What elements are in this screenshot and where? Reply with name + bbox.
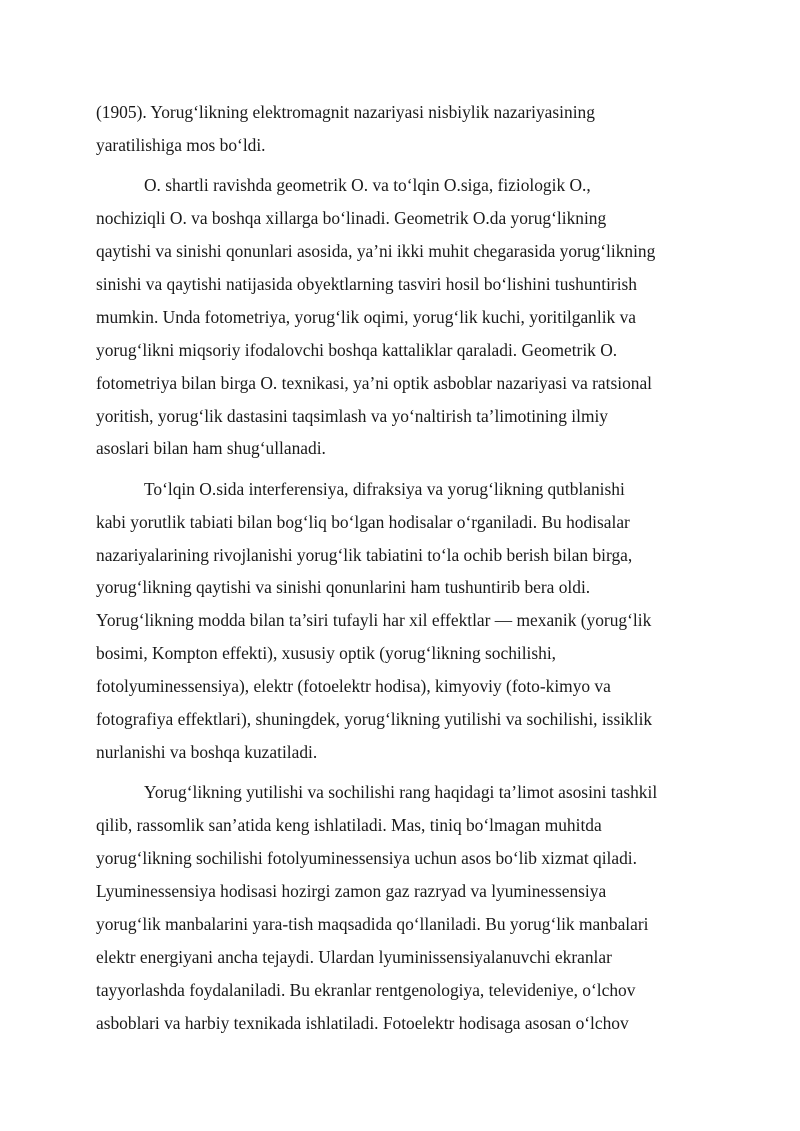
- text-line: yorug‘likni miqsoriy ifodalovchi boshqa kattaliklar qaraladi. Geometrik O.: [96, 339, 618, 360]
- text-line: asoslari bilan ham shug‘ullanadi.: [96, 438, 326, 459]
- paragraph-spacer: [96, 769, 706, 777]
- text-line: yoritish, yorug‘lik dastasini taqsimlash va yo‘naltirish ta’limotining ilmiy: [96, 405, 609, 426]
- text-line: tayyorlashda foydalaniladi. Bu ekranlar rentgenologiya, televideniye, o‘lchov: [96, 979, 636, 1000]
- text-line: kabi yorutlik tabiati bilan bog‘liq bo‘lgan hodisalar o‘rganiladi. Bu hodisalar: [96, 511, 630, 532]
- text-line: fotometriya bilan birga O. texnikasi, ya’ni optik asboblar nazariyasi va ratsional: [96, 372, 653, 393]
- text-line: qilib, rassomlik san’atida keng ishlatiladi. Mas, tiniq bo‘lmagan muhitda: [96, 815, 602, 836]
- paragraph: [96, 169, 706, 465]
- paragraph: [96, 96, 706, 162]
- text-line: yorug‘likning sochilishi fotolyuminessensiya uchun asos bo‘lib xizmat qiladi.: [96, 848, 637, 869]
- paragraph: [96, 473, 706, 769]
- document-body: [96, 96, 706, 1039]
- text-line: asboblari va harbiy texnikada ishlatiladi. Fotoelektr hodisaga asosan o‘lchov: [96, 1012, 629, 1033]
- text-line: Lyuminessensiya hodisasi hozirgi zamon gaz razryad va lyuminessensiya: [96, 880, 607, 901]
- paragraph-spacer: [96, 465, 706, 473]
- text-line: nurlanishi va boshqa kuzatiladi.: [96, 741, 318, 762]
- text-line: nazariyalarining rivojlanishi yorug‘lik tabiatini to‘la ochib berish bilan birga,: [96, 544, 633, 565]
- text-line: elektr energiyani ancha tejaydi. Ulardan lyuminissensiyalanuvchi ekranlar: [96, 946, 612, 967]
- text-line: yorug‘lik manbalarini yara-tish maqsadida qo‘llaniladi. Bu yorug‘lik manbalari: [96, 913, 649, 934]
- paragraph-spacer: [96, 162, 706, 170]
- text-line: (1905). Yorug‘likning elektromagnit nazariyasi nisbiylik nazariyasining: [96, 102, 595, 122]
- text-line: Yorug‘likning modda bilan ta’siri tufayli har xil effektlar — mexanik (yorug‘lik: [96, 610, 652, 631]
- text-line: O. shartli ravishda geometrik O. va to‘lqin O.siga, fiziologik O.,: [144, 175, 591, 196]
- text-line: fotolyuminessensiya), elektr (fotoelektr hodisa), kimyoviy (foto-kimyo va: [96, 676, 611, 697]
- text-line: bosimi, Kompton effekti), xususiy optik (yorug‘likning sochilishi,: [96, 643, 557, 664]
- text-line: yorug‘likning qaytishi va sinishi qonunlarini ham tushuntirib bera oldi.: [96, 577, 591, 598]
- text-line: sinishi va qaytishi natijasida obyektlarning tasviri hosil bo‘lishini tushuntirish: [96, 273, 638, 294]
- text-line: qaytishi va sinishi qonunlari asosida, ya’ni ikki muhit chegarasida yorug‘likning: [96, 241, 656, 262]
- paragraph: [96, 776, 706, 1039]
- text-line: To‘lqin O.sida interferensiya, difraksiya va yorug‘likning qutblanishi: [144, 478, 625, 499]
- text-line: yaratilishiga mos bo‘ldi.: [96, 134, 266, 155]
- text-line: nochiziqli O. va boshqa xillarga bo‘linadi. Geometrik O.da yorug‘likning: [96, 208, 607, 229]
- text-line: fotografiya effektlari), shuningdek, yorug‘likning yutilishi va sochilishi, issiklik: [96, 709, 653, 730]
- text-line: mumkin. Unda fotometriya, yorug‘lik oqimi, yorug‘lik kuchi, yoritilganlik va: [96, 306, 636, 327]
- text-line: Yorug‘likning yutilishi va sochilishi rang haqidagi ta’limot asosini tashkil: [144, 782, 658, 803]
